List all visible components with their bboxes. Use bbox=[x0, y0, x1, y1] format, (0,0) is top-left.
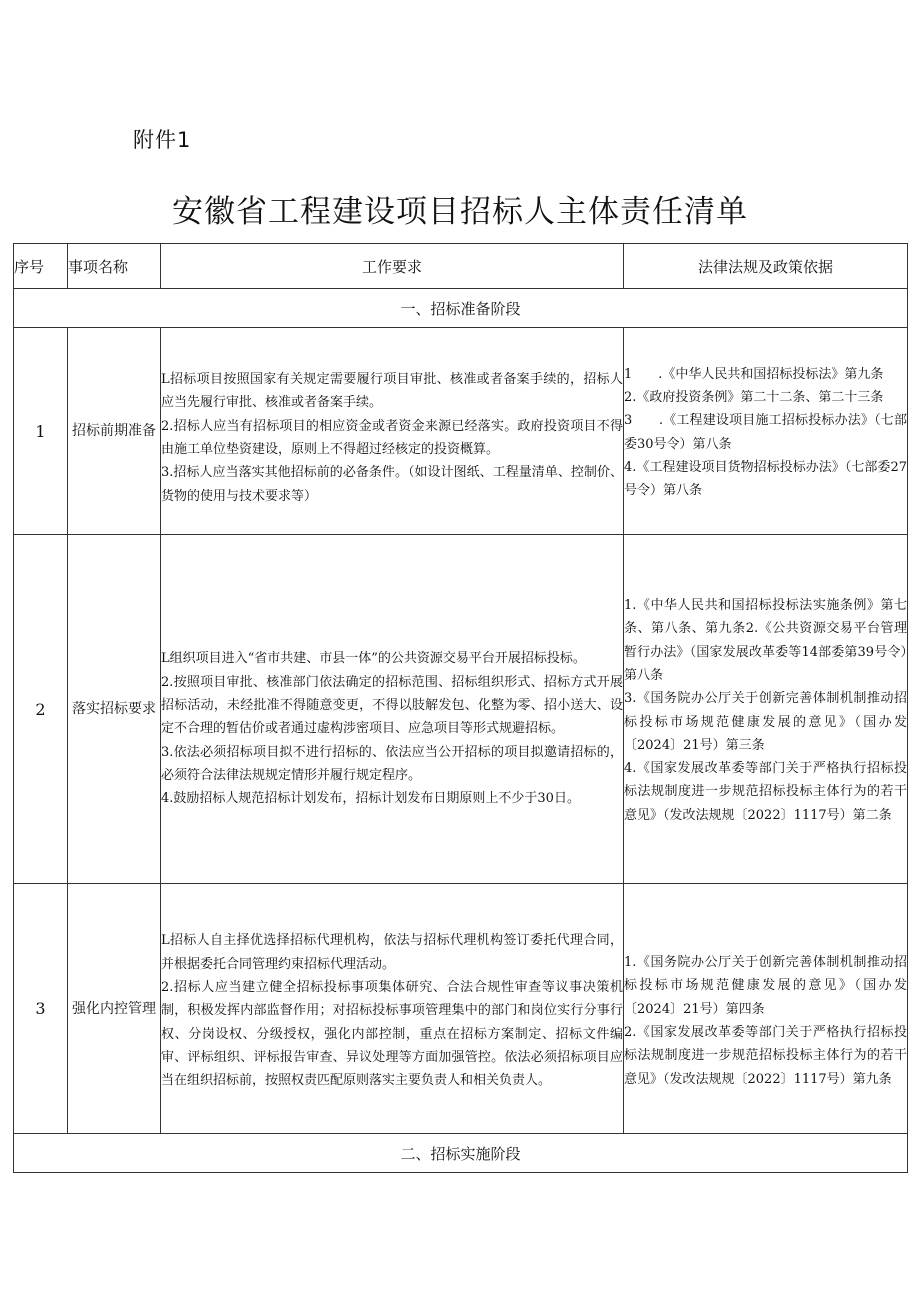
requirement-item: L招标人自主择优选择招标代理机构，依法与招标代理机构签订委托代理合同，并根据委托合同管理约束招标代理活动。 bbox=[161, 933, 623, 972]
stage-heading-preparation: 一、招标准备阶段 bbox=[14, 289, 908, 328]
row-seq: 2 bbox=[14, 535, 68, 884]
table-row bbox=[14, 884, 908, 1134]
requirement-item: 3.招标人应当落实其他招标前的必备条件。（如设计图纸、工程量清单、控制价、货物的使用与技术要求等） bbox=[161, 465, 623, 504]
basis-item: 3.《国务院办公厅关于创新完善体制机制推动招标投标市场规范健康发展的意见》（国办发〔2024〕21号）第三条 bbox=[624, 691, 907, 753]
row-requirements bbox=[161, 884, 624, 1134]
requirement-item: L招标项目按照国家有关规定需要履行项目审批、核准或者备案手续的，招标人应当先履行审批、核准或者备案手续。 bbox=[161, 372, 623, 411]
basis-item: 4.《国家发展改革委等部门关于严格执行招标投标法规制度进一步规范招标投标主体行为的若干意见》（发改法规规〔2022〕1117号）第二条 bbox=[624, 761, 907, 823]
requirement-item: 3.依法必须招标项目拟不进行招标的、依法应当公开招标的项目拟邀请招标的，必须符合法律法规规定情形并履行规定程序。 bbox=[161, 744, 623, 783]
header-seq: 序号 bbox=[14, 244, 68, 289]
row-basis bbox=[624, 884, 908, 1134]
basis-item: 3 .《工程建设项目施工招标投标办法》（七部委30号令）第八条 bbox=[624, 413, 907, 452]
basis-item: 2.《国家发展改革委等部门关于严格执行招标投标法规制度进一步规范招标投标主体行为的若干意见》（发改法规规〔2022〕1117号）第九条 bbox=[624, 1025, 907, 1087]
row-seq: 3 bbox=[14, 884, 68, 1134]
row-name: 强化内控管理 bbox=[68, 884, 161, 1134]
table-row bbox=[14, 535, 908, 884]
row-requirements bbox=[161, 328, 624, 535]
basis-item: 1.《中华人民共和国招标投标法实施条例》第七条、第八条、第九条2.《公共资源交易平台管理暂行办法》（国家发展改革委等14部委第39号令）第八条 bbox=[624, 598, 907, 683]
page-title: 安徽省工程建设项目招标人主体责任清单 bbox=[172, 194, 748, 230]
requirement-item: 2.招标人应当有招标项目的相应资金或者资金来源已经落实。政府投资项目不得由施工单位垫资建设，原则上不得超过经核定的投资概算。 bbox=[161, 418, 623, 457]
requirement-item: 2.招标人应当建立健全招标投标事项集体研究、合法合规性审查等议事决策机制，积极发挥内部监督作用；对招标投标事项管理集中的部门和岗位实行分事行权、分岗设权、分级授权，强化内部控制，重点在招标方案制定、招标文件编审、评标组织、评标报告审查、异议处理等方面加强管控。依法必须招标项目应当在组织招标前，按照权责匹配原则落实主要负责人和相关负责人。 bbox=[161, 980, 623, 1089]
header-requirements: 工作要求 bbox=[161, 244, 624, 289]
basis-item: 1.《国务院办公厅关于创新完善体制机制推动招标投标市场规范健康发展的意见》（国办发〔2024〕21号）第四条 bbox=[624, 955, 907, 1017]
basis-item: 4.《工程建设项目货物招标投标办法》（七部委27号令）第八条 bbox=[624, 459, 907, 499]
attachment-label: 附件1 bbox=[133, 128, 192, 152]
header-name: 事项名称 bbox=[68, 244, 161, 289]
basis-item: 2.《政府投资条例》第二十二条、第二十三条 bbox=[624, 389, 884, 405]
stage-heading-implementation: 二、招标实施阶段 bbox=[14, 1134, 908, 1173]
requirement-item: L组织项目进入“省市共建、市县一体”的公共资源交易平台开展招标投标。 bbox=[161, 651, 586, 667]
requirement-item: 4.鼓励招标人规范招标计划发布，招标计划发布日期原则上不少于30日。 bbox=[161, 791, 580, 807]
row-name: 落实招标要求 bbox=[68, 535, 161, 884]
requirement-item: 2.按照项目审批、核准部门依法确定的招标范围、招标组织形式、招标方式开展招标活动，未经批准不得随意变更，不得以肢解发包、化整为零、招小送大、设定不合理的暂估价或者通过虚构涉密项目、应急项目等形式规避招标。 bbox=[161, 674, 623, 737]
row-basis bbox=[624, 535, 908, 884]
row-basis bbox=[624, 328, 908, 535]
stage-row bbox=[14, 289, 908, 328]
stage-row bbox=[14, 1134, 908, 1173]
row-seq: 1 bbox=[14, 328, 68, 535]
responsibility-table bbox=[13, 243, 908, 1173]
header-basis: 法律法规及政策依据 bbox=[624, 244, 908, 289]
row-requirements bbox=[161, 535, 624, 884]
table-header-row bbox=[14, 244, 908, 289]
table-row bbox=[14, 328, 908, 535]
basis-item: 1 .《中华人民共和国招标投标法》第九条 bbox=[624, 366, 884, 382]
row-name: 招标前期准备 bbox=[68, 328, 161, 535]
